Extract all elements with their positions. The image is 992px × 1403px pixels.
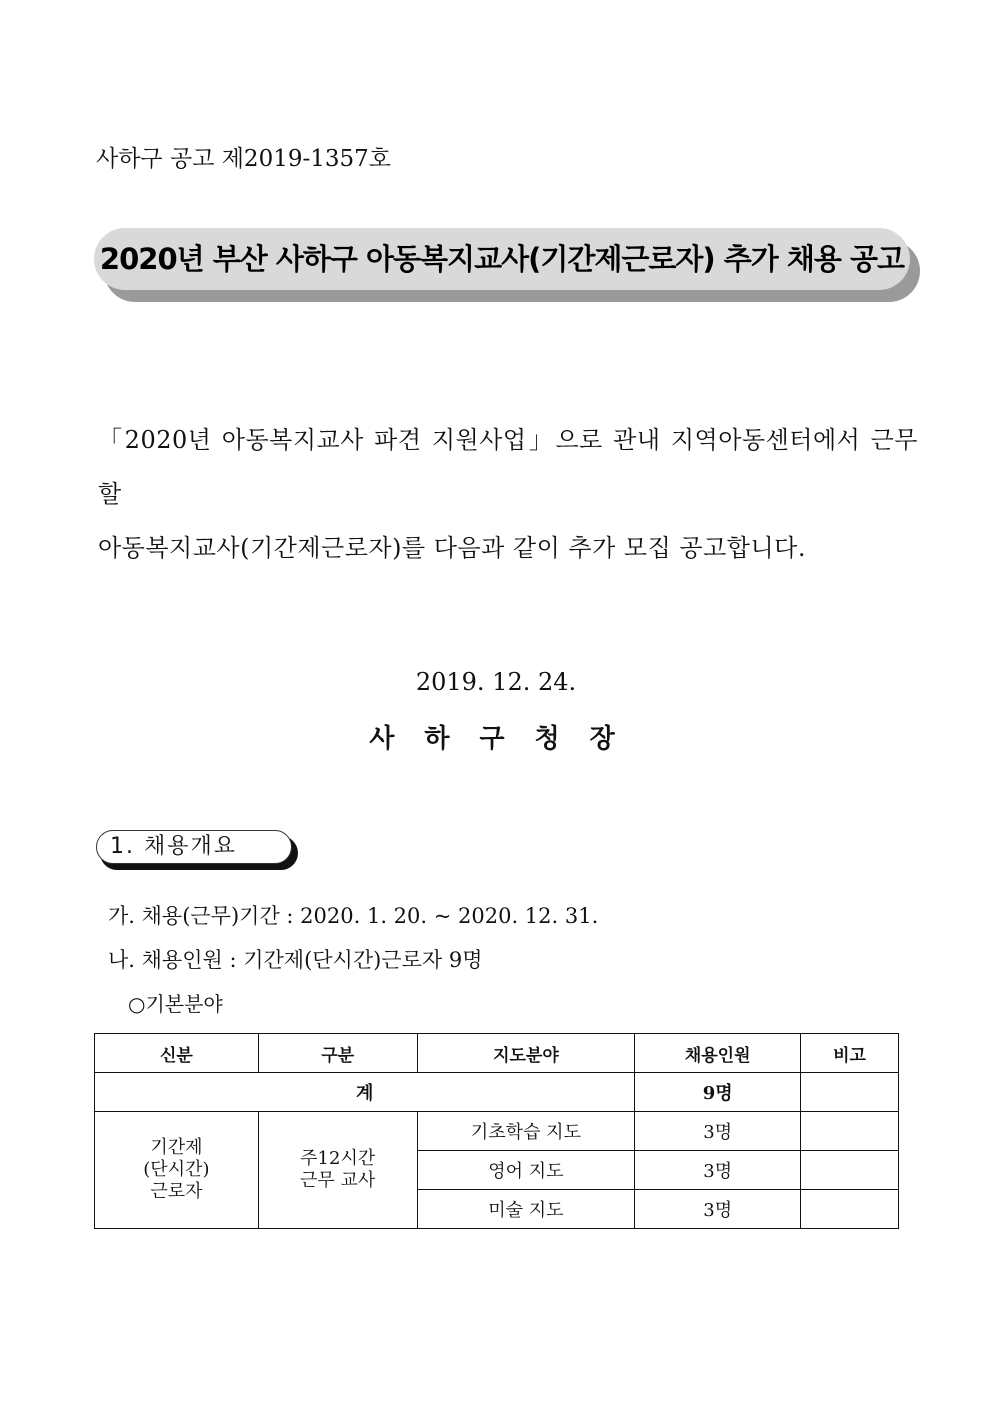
page-title: 2020년 부산 사하구 아동복지교사(기간제근로자) 추가 채용 공고 [99, 242, 905, 276]
header-type: 구분 [258, 1034, 417, 1073]
notice-number: 사하구 공고 제2019-1357호 [96, 146, 391, 172]
note-cell [801, 1151, 899, 1190]
header-status: 신분 [95, 1034, 259, 1073]
basic-field-label: ○기본분야 [128, 992, 223, 1016]
intro-line-1: 「2020년 아동복지교사 파견 지원사업」으로 관내 지역아동센터에서 근무할 [98, 426, 918, 508]
type-cell [258, 1112, 417, 1229]
intro-paragraph [98, 413, 918, 575]
signer: 사하구청장 [369, 724, 645, 754]
table-total-row [95, 1073, 899, 1112]
status-line-3: 근로자 [150, 1181, 203, 1202]
count-cell: 3명 [635, 1151, 801, 1190]
type-line-1: 주12시간 [300, 1148, 376, 1169]
count-cell: 3명 [635, 1190, 801, 1229]
hiring-table [94, 1033, 899, 1229]
field-cell: 미술 지도 [417, 1190, 635, 1229]
header-note: 비고 [801, 1034, 899, 1073]
status-cell [95, 1112, 259, 1229]
status-line-1: 기간제 [150, 1137, 203, 1158]
status-line-2: (단시간) [143, 1159, 210, 1180]
hiring-period: 가. 채용(근무)기간 : 2020. 1. 20. ~ 2020. 12. 31. [108, 904, 599, 928]
notice-date: 2019. 12. 24. [415, 668, 577, 696]
field-cell: 영어 지도 [417, 1151, 635, 1190]
field-cell: 기초학습 지도 [417, 1112, 635, 1151]
intro-line-2: 아동복지교사(기간제근로자)를 다음과 같이 추가 모집 공고합니다. [98, 534, 806, 562]
header-field: 지도분야 [417, 1034, 635, 1073]
table-row [95, 1112, 899, 1151]
count-cell: 3명 [635, 1112, 801, 1151]
total-label: 계 [95, 1073, 635, 1112]
type-line-2: 근무 교사 [300, 1170, 376, 1191]
header-count: 채용인원 [635, 1034, 801, 1073]
hiring-count: 나. 채용인원 : 기간제(단시간)근로자 9명 [108, 948, 483, 972]
table-header-row [95, 1034, 899, 1073]
note-cell [801, 1190, 899, 1229]
note-cell [801, 1112, 899, 1151]
section-heading: 1. 채용개요 [110, 834, 237, 859]
total-note [801, 1073, 899, 1112]
total-count: 9명 [635, 1073, 801, 1112]
